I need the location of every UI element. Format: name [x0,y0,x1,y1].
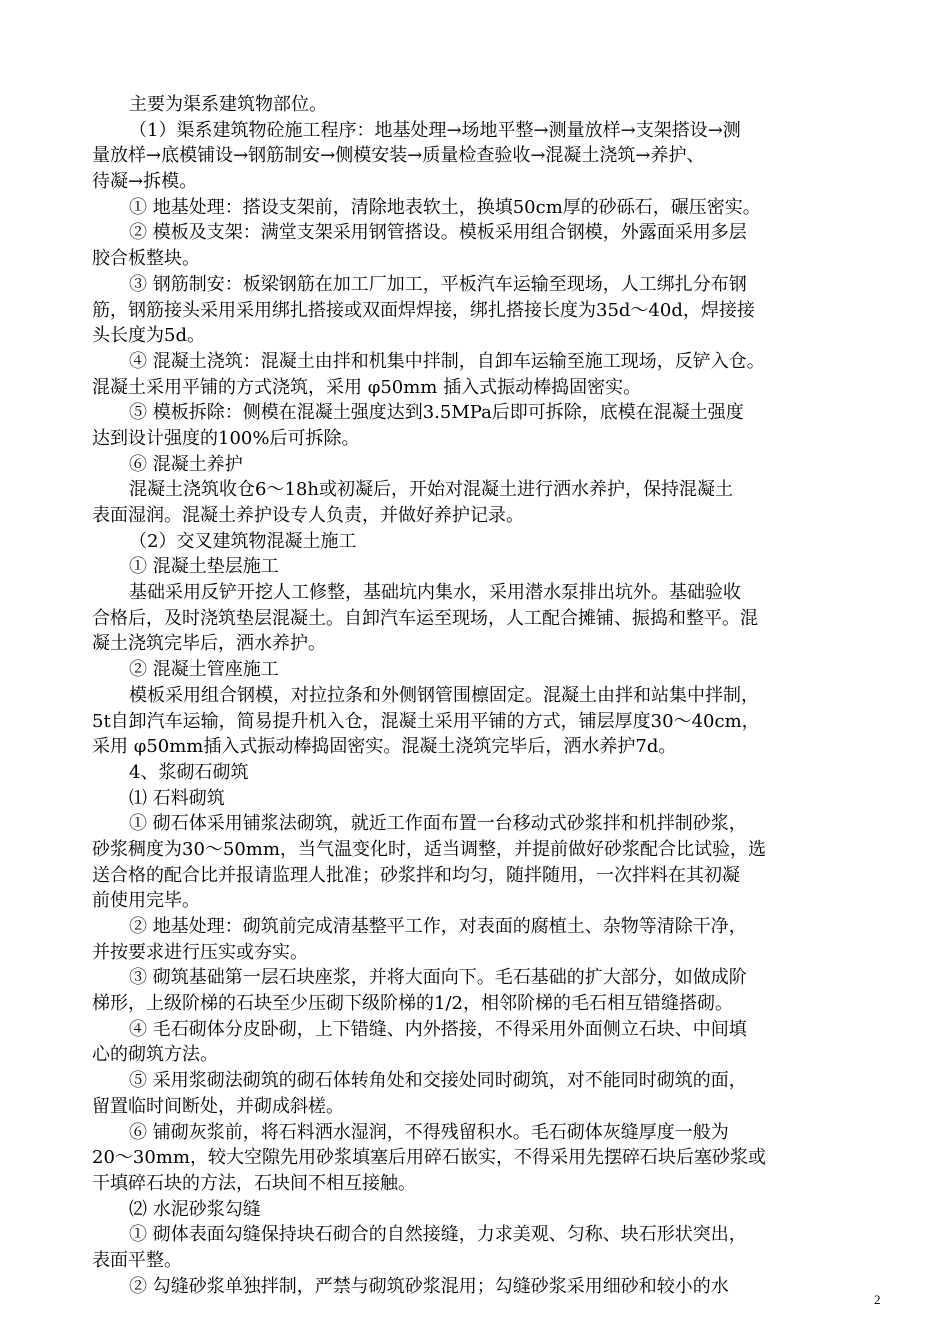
text-line: 5t自卸汽车运输，简易提升机入仓，混凝土采用平铺的方式，铺层厚度30～40cm， [92,710,760,732]
text-line: ③ 砌筑基础第一层石块座浆，并将大面向下。毛石基础的扩大部分，如做成阶 [129,967,747,989]
text-line: （2）交叉建筑物混凝土施工 [129,530,357,552]
text-line: （1）渠系建筑物砼施工程序：地基处理→场地平整→测量放样→支架搭设→测 [129,119,741,141]
text-line: 合格后，及时浇筑垫层混凝土。自卸汽车运至现场，人工配合摊铺、振捣和整平。混 [92,607,758,629]
text-line: ⑥ 混凝土养护 [129,453,243,475]
text-line: ① 地基处理：搭设支架前，清除地表软土，换填50cm厚的砂砾石，碾压密实。 [129,196,761,218]
text-line: 采用 φ50mm插入式振动棒捣固密实。混凝土浇筑完毕后，洒水养护7d。 [92,736,677,758]
text-line: 4、浆砌石砌筑 [129,761,249,783]
text-line: 胶合板整块。 [92,248,200,270]
text-line: ① 砌石体采用铺浆法砌筑，就近工作面布置一台移动式砂浆拌和机拌制砂浆， [129,813,747,835]
text-line: 待凝→拆模。 [92,171,198,193]
text-line: 达到设计强度的100%后可拆除。 [92,427,360,449]
page-number: 2 [874,1292,881,1307]
text-line: ⑥ 铺砌灰浆前，将石料洒水湿润，不得残留积水。毛石砌体灰缝厚度一般为 [129,1121,729,1143]
text-line: 并按要求进行压实或夯实。 [92,941,308,963]
text-line: 砂浆稠度为30～50mm，当气温变化时，适当调整，并提前做好砂浆配合比试验，选 [92,838,766,860]
text-line: 梯形，上级阶梯的石块至少压砌下级阶梯的1/2，相邻阶梯的毛石相互错缝搭砌。 [92,993,733,1015]
text-line: ① 混凝土垫层施工 [129,556,279,578]
text-line: 留置临时间断处，并砌成斜槎。 [92,1095,344,1117]
text-line: 主要为渠系建筑物部位。 [129,94,327,115]
text-line: ④ 毛石砌体分皮卧砌，上下错缝、内外搭接，不得采用外面侧立石块、中间填 [129,1018,747,1040]
text-line: ⑴ 石料砌筑 [129,787,225,809]
text-line: ④ 混凝土浇筑：混凝土由拌和机集中拌制，自卸车运输至施工现场，反铲入仓。 [129,350,765,372]
text-line: 混凝土采用平铺的方式浇筑，采用 φ50mm 插入式振动棒捣固密实。 [92,376,642,398]
text-line: ② 地基处理：砌筑前完成清基整平工作，对表面的腐植土、杂物等清除干净， [129,916,747,937]
text-line: 基础采用反铲开挖人工修整，基础坑内集水，采用潜水泵排出坑外。基础验收 [129,582,741,604]
text-line: 前使用完毕。 [92,890,200,912]
text-line: ⑤ 采用浆砌法砌筑的砌石体转角处和交接处同时砌筑，对不能同时砌筑的面， [129,1070,747,1092]
text-line: ② 勾缝砂浆单独拌制，严禁与砌筑砂浆混用；勾缝砂浆采用细砂和较小的水 [129,1275,729,1297]
text-line: 量放样→底模铺设→钢筋制安→侧模安装→质量检查验收→混凝土浇筑→养护、 [92,145,705,167]
text-line: ② 混凝土管座施工 [129,659,279,681]
text-line: 送合格的配合比并报请监理人批准；砂浆拌和均匀，随拌随用，一次拌料在其初凝 [92,864,740,886]
text-line: ② 模板及支架：满堂支架采用钢管搭设。模板采用组合钢模，外露面采用多层 [129,222,747,244]
text-line: 表面湿润。混凝土养护设专人负责，并做好养护记录。 [92,505,524,526]
text-line: 凝土浇筑完毕后，洒水养护。 [92,633,326,655]
text-line: 筋，钢筋接头采用采用绑扎搭接或双面焊焊接，绑扎搭接长度为35d～40d，焊接接 [92,299,755,321]
text-line: 心的砌筑方法。 [92,1044,218,1066]
text-line: 混凝土浇筑收仓6～18h或初凝后，开始对混凝土进行洒水养护，保持混凝土 [129,479,733,501]
text-line: ⑵ 水泥砂浆勾缝 [129,1198,261,1220]
text-line: ③ 钢筋制安：板梁钢筋在加工厂加工，平板汽车运输至现场，人工绑扎分布钢 [129,273,747,295]
text-line: ① 砌体表面勾缝保持块石砌合的自然接缝，力求美观、匀称、块石形状突出， [129,1224,747,1246]
body-text [92,92,892,1299]
text-line: 表面平整。 [92,1249,182,1271]
text-line: 干填碎石块的方法，石块间不相互接触。 [92,1172,416,1194]
text-line: 头长度为5d。 [92,325,205,347]
text-line: 20～30mm，较大空隙先用砂浆填塞后用碎石嵌实，不得采用先摆碎石块后塞砂浆或 [92,1147,766,1169]
text-line: ⑤ 模板拆除：侧模在混凝土强度达到3.5MPa后即可拆除，底模在混凝土强度 [129,402,744,424]
text-line: 模板采用组合钢模，对拉拉条和外侧钢管围檩固定。混凝土由拌和站集中拌制， [129,684,759,706]
